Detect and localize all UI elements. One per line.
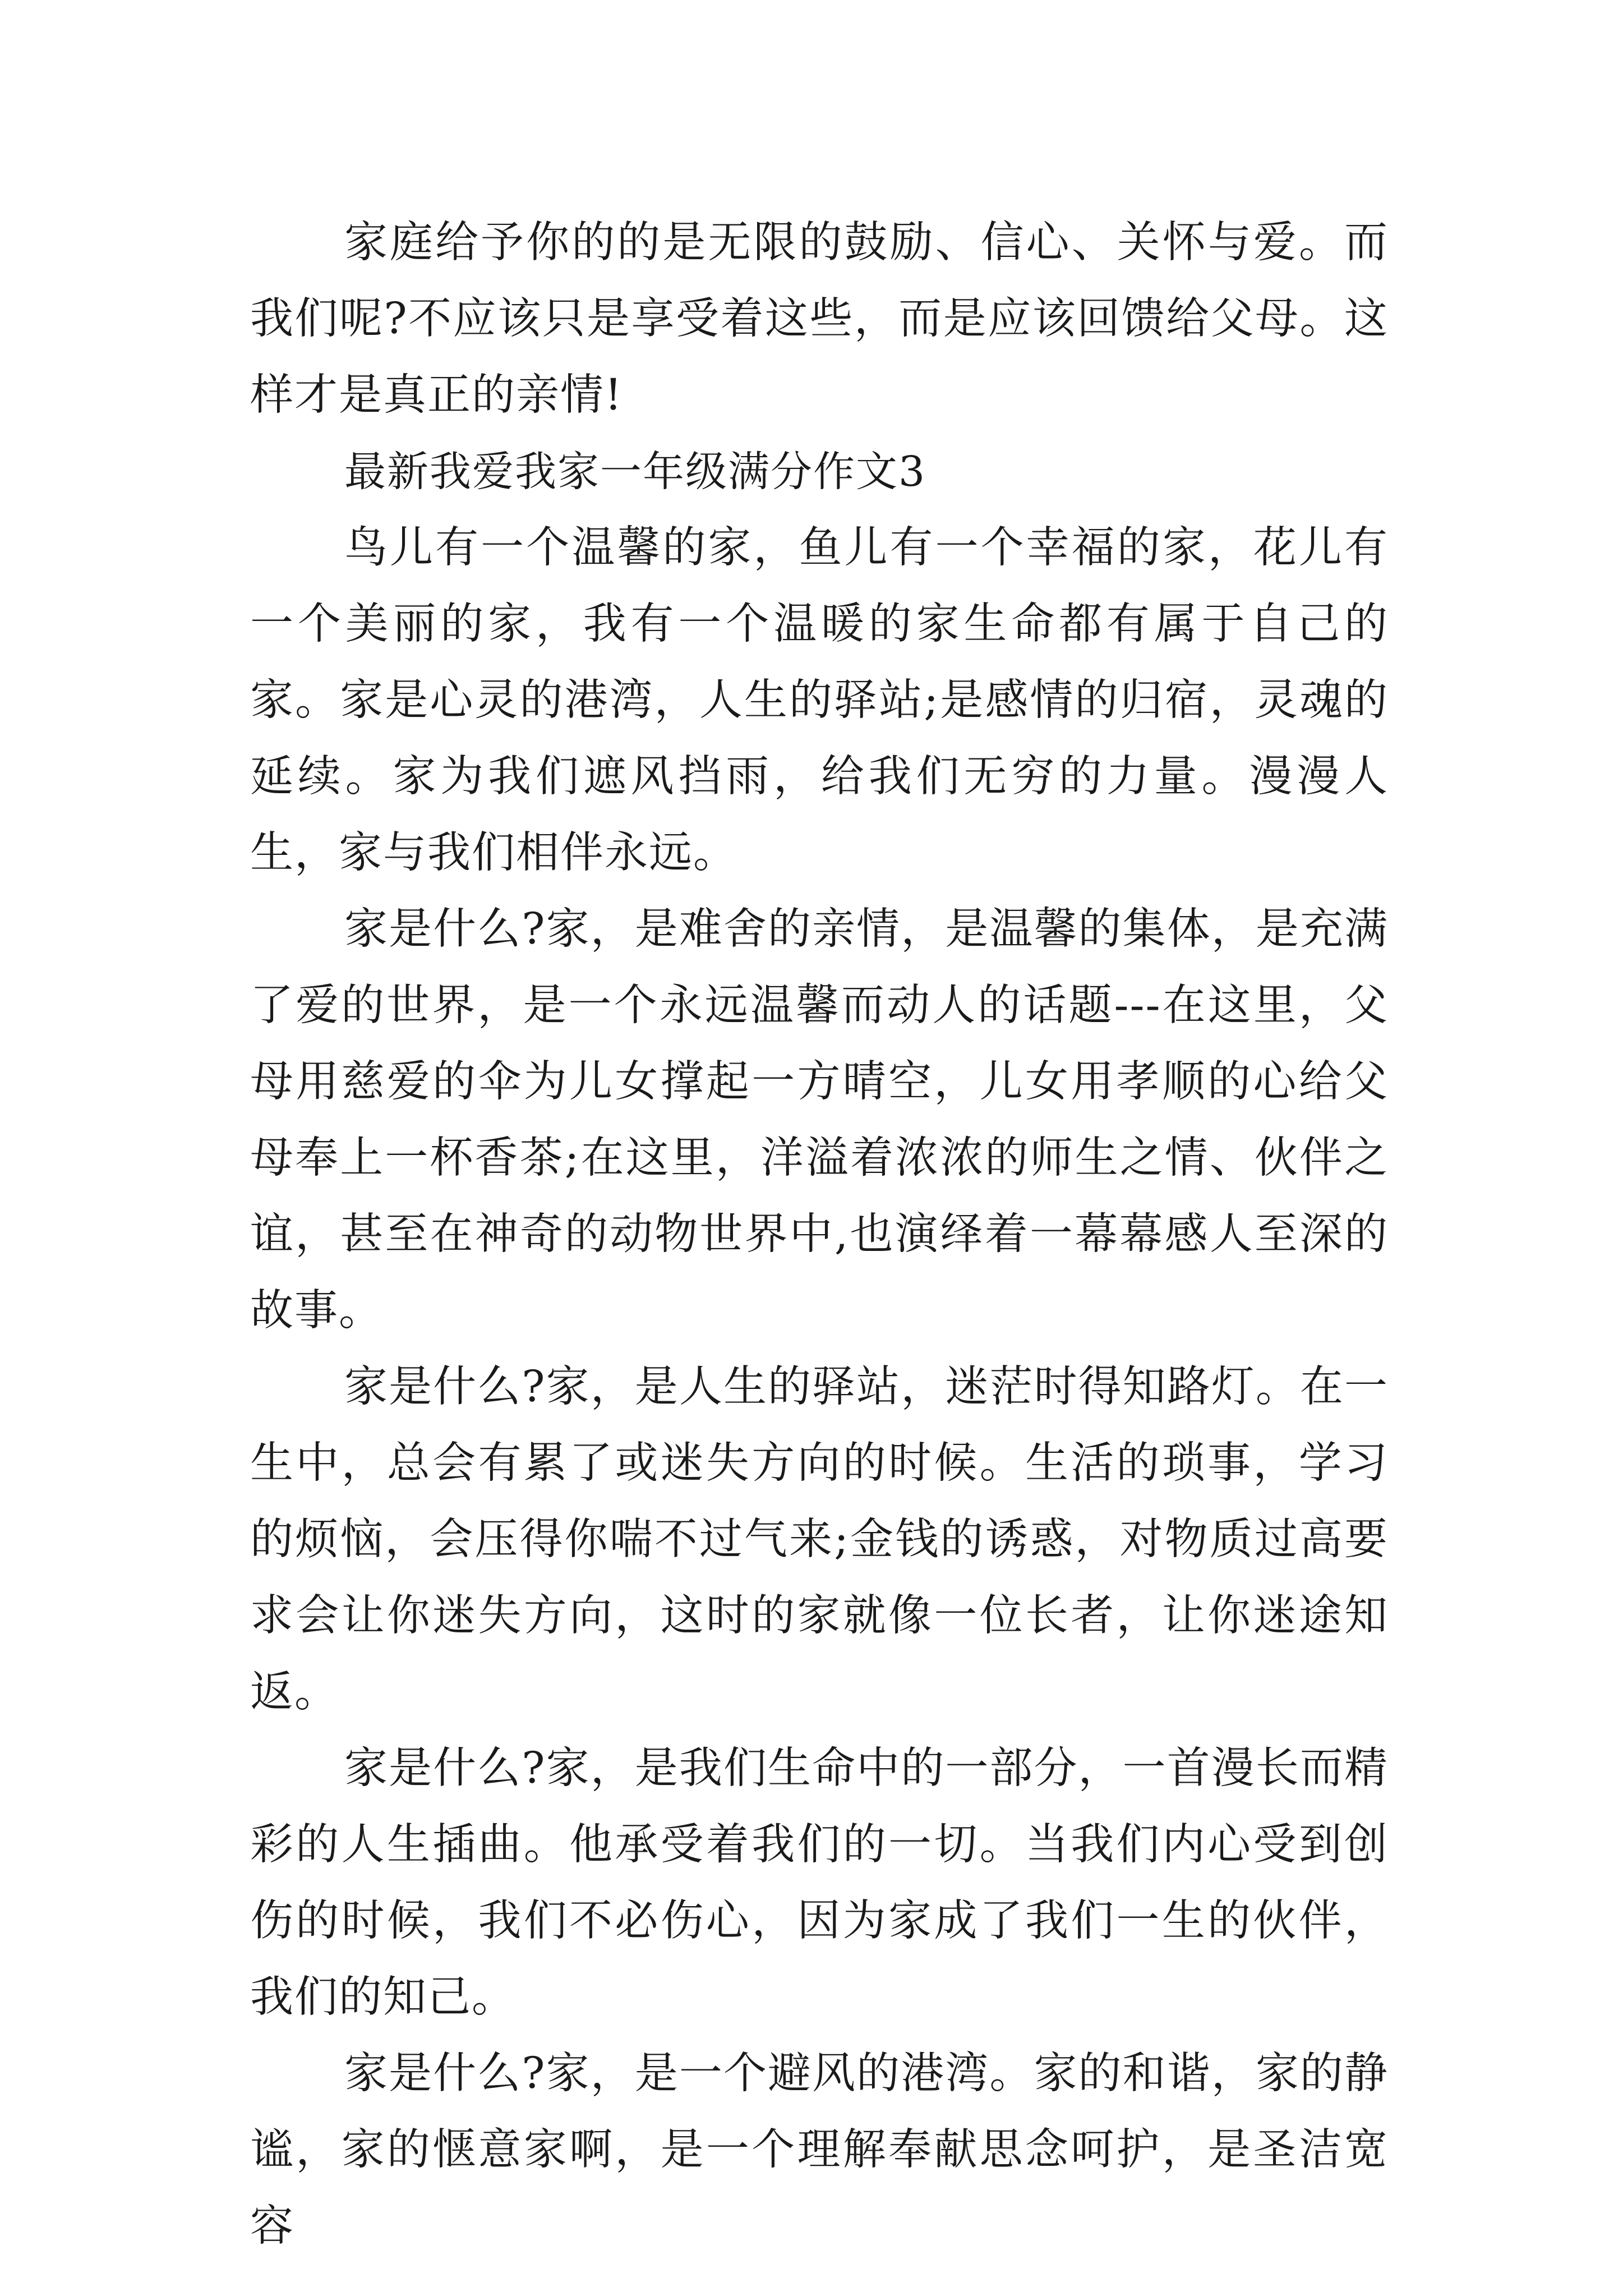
paragraph-home-station: 家是什么?家，是人生的驿站，迷茫时得知路灯。在一生中，总会有累了或迷失方向的时候。生活的琐事，学习的烦恼，会压得你喘不过气来;金钱的诱惑，对物质过高要求会让你迷失方向，这时的家就像一位长者，让你迷途知返。 [250,1362,1389,1717]
paragraph-home-affection: 家是什么?家，是难舍的亲情，是温馨的集体，是充满了爱的世界，是一个永远温馨而动人的话题---在这里，父母用慈爱的伞为儿女撑起一方晴空，儿女用孝顺的心给父母奉上一杯香茶;在这里，洋溢着浓浓的师生之情、伙伴之谊，甚至在神奇的动物世界中,也演绎着一幕幕感人至深的故事。 [250,904,1389,1336]
document-body [250,205,1389,2265]
essay-title: 最新我爱我家一年级满分作文3 [344,448,926,496]
paragraph-family-love: 家庭给予你的的是无限的鼓励、信心、关怀与爱。而我们呢?不应该只是享受着这些，而是应该回馈给父母。这样才是真正的亲情! [250,218,1389,420]
paragraph-home-harbor: 家是什么?家，是一个避风的港湾。家的和谐，家的静谧，家的惬意家啊，是一个理解奉献思念呵护，是圣洁宽容 [250,2049,1389,2251]
paragraph-home-life: 家是什么?家，是我们生命中的一部分，一首漫长而精彩的人生插曲。他承受着我们的一切。当我们内心受到创伤的时候，我们不必伤心，因为家成了我们一生的伙伴，我们的知己。 [250,1743,1389,2022]
paragraph-intro-home: 鸟儿有一个温馨的家，鱼儿有一个幸福的家，花儿有一个美丽的家，我有一个温暖的家生命都有属于自己的家。家是心灵的港湾，人生的驿站;是感情的归宿，灵魂的延续。家为我们遮风挡雨，给我们无穷的力量。漫漫人生，家与我们相伴永远。 [250,523,1389,878]
